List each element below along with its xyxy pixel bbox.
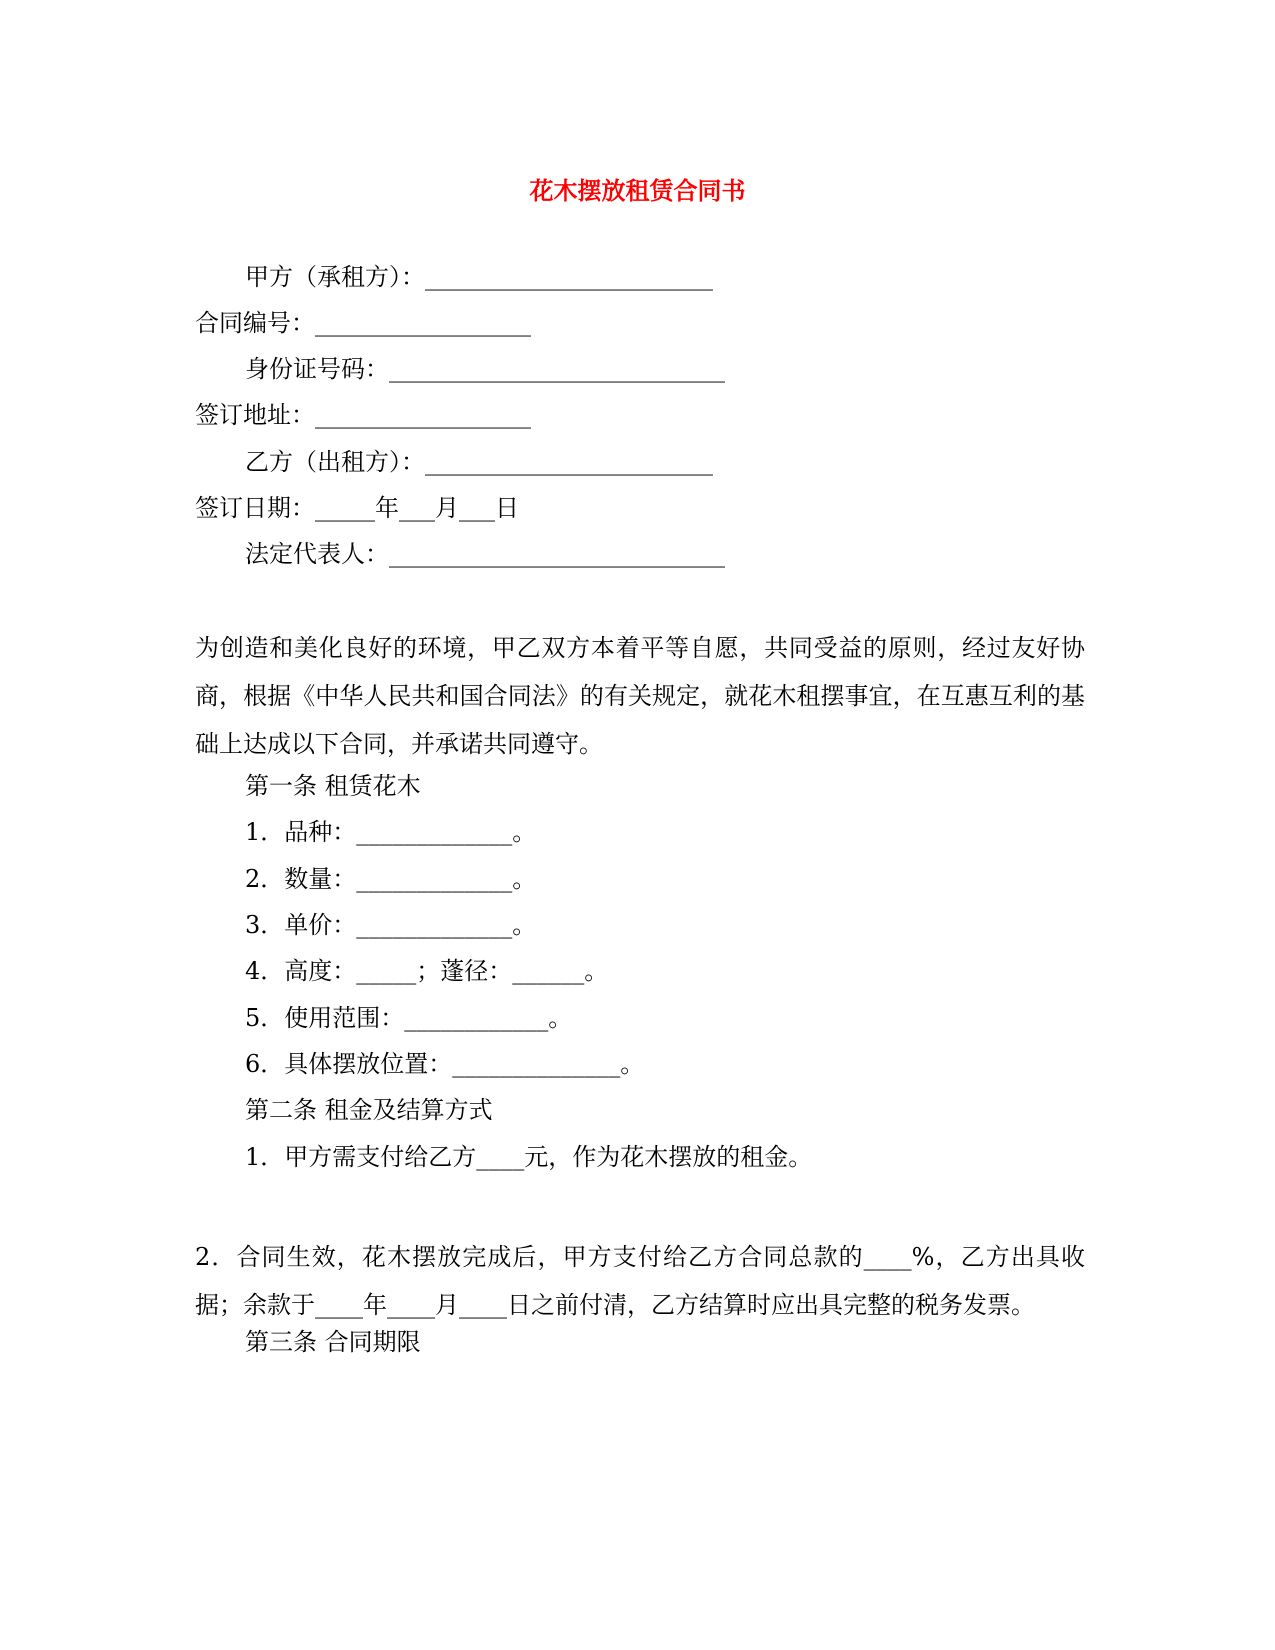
article-1-item: 6．具体摆放位置：______________。 (245, 1050, 645, 1078)
article-2-item-2: 2．合同生效，花木摆放完成后，甲方支付给乙方合同总款的____%，乙方出具收据；余款于____年____月____日之前付清，乙方结算时应出具完整的税务发票。 (195, 1243, 1085, 1319)
document-title: 花木摆放租赁合同书 (529, 177, 746, 205)
sign-place-field: 签订地址：__________________ (195, 401, 531, 429)
article-2-heading: 第二条 租金及结算方式 (245, 1096, 493, 1124)
article-3-heading: 第三条 合同期限 (245, 1328, 421, 1356)
article-1-item: 5．使用范围：____________。 (245, 1004, 573, 1032)
article-1-item: 4．高度：_____；蓬径：______。 (245, 957, 609, 985)
article-1-item: 1．品种：_____________。 (245, 818, 537, 846)
article-2-item-1: 1．甲方需支付给乙方____元，作为花木摆放的租金。 (245, 1143, 813, 1171)
id-number-field: 身份证号码：____________________________ (245, 355, 725, 383)
legal-representative-field: 法定代表人：____________________________ (245, 540, 725, 568)
article-1-item: 3．单价：_____________。 (245, 911, 537, 939)
party-b-field: 乙方（出租方）：________________________ (245, 448, 713, 476)
article-1-item: 2．数量：_____________。 (245, 865, 537, 893)
contract-number-field: 合同编号：__________________ (195, 309, 531, 337)
sign-date-field: 签订日期：_____年___月___日 (195, 494, 519, 522)
party-a-field: 甲方（承租方）：________________________ (245, 263, 713, 291)
preamble-paragraph: 为创造和美化良好的环境，甲乙双方本着平等自愿，共同受益的原则，经过友好协商，根据《中华人民共和国合同法》的有关规定，就花木租摆事宜，在互惠互利的基础上达成以下合同，并承诺共同遵守。 (195, 634, 1085, 758)
article-1-heading: 第一条 租赁花木 (245, 772, 421, 800)
